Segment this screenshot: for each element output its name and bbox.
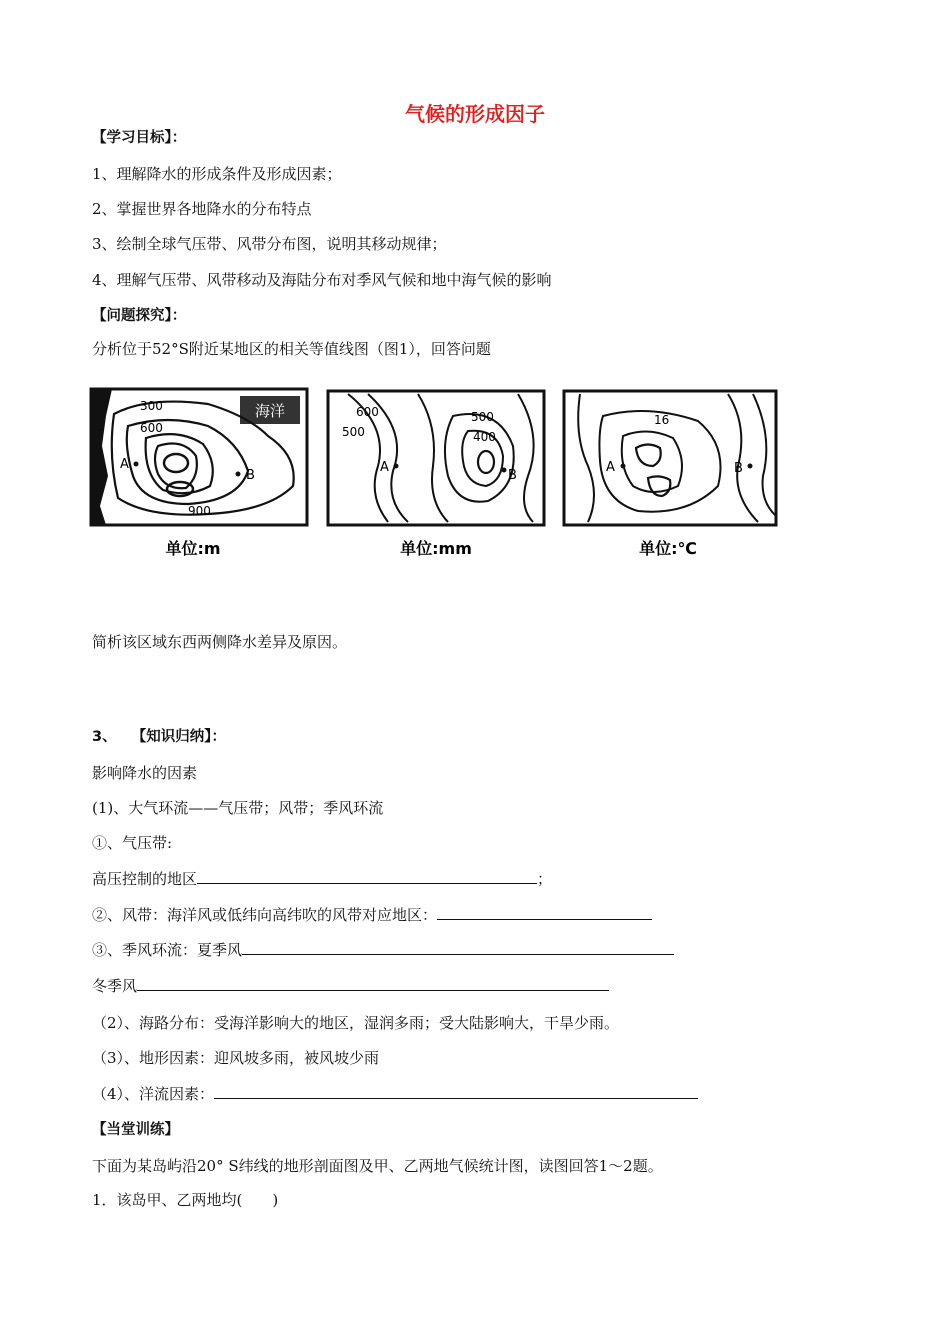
section-goals-heading: 【学习目标】：	[92, 130, 187, 146]
knowledge-item-4: （4）、洋流因素：	[92, 1084, 698, 1104]
question-text: 简析该区域东西两侧降水差异及原因。	[92, 633, 348, 651]
page-title: 气候的形成因子	[405, 102, 545, 126]
contour-label-900: 900	[188, 504, 211, 518]
knowledge-item-1a-line: 高压控制的地区 ；	[92, 870, 553, 888]
goal-item-4: 4、理解气压带、风带移动及海陆分布对季风气候和地中海气候的影响	[92, 271, 552, 289]
contour-label-600: 600	[356, 405, 379, 419]
point-b-label: B	[246, 468, 255, 483]
point-b-label: B	[734, 461, 743, 476]
practice-question-1: 1．该岛甲、乙两地均( )	[92, 1191, 279, 1209]
temperature-map	[564, 391, 776, 525]
point-a-label: A	[380, 460, 389, 475]
contour-label-300: 300	[140, 399, 163, 413]
contour-label-500: 500	[471, 410, 494, 424]
knowledge-item-1c: ③、季风环流：夏季风	[92, 940, 674, 960]
contour-label-500: 500	[342, 425, 365, 439]
explore-text: 分析位于52°S附近某地区的相关等值线图（图1），回答问题	[92, 340, 491, 358]
knowledge-item-1c-winter: 冬季风	[92, 976, 609, 996]
knowledge-item-1b: ②、风带：海洋风或低纬向高纬吹的风带对应地区：	[92, 905, 652, 925]
unit-label-elevation: 单位:m	[165, 539, 221, 558]
knowledge-item-2: （2）、海路分布：受海洋影响大的地区，湿润多雨；受大陆影响大，干旱少雨。	[92, 1014, 620, 1032]
contour-figure	[88, 386, 788, 576]
unit-label-precipitation: 单位:mm	[400, 539, 472, 558]
contour-label-16: 16	[654, 413, 670, 427]
answer-blank[interactable]	[437, 905, 652, 920]
answer-blank[interactable]	[214, 1084, 698, 1099]
answer-blank[interactable]	[137, 976, 609, 991]
knowledge-item-3: （3）、地形因素：迎风坡多雨，被风坡少雨	[92, 1049, 380, 1067]
sea-label: 海洋	[254, 402, 286, 420]
goal-item-1: 1、理解降水的形成条件及形成因素；	[92, 165, 342, 183]
knowledge-item-1a: ①、气压带:	[92, 834, 173, 852]
elevation-map	[91, 389, 307, 525]
answer-blank[interactable]	[197, 869, 537, 884]
practice-intro: 下面为某岛屿沿20° S纬线的地形剖面图及甲、乙两地气候统计图，读图回答1～2题。	[92, 1157, 663, 1175]
answer-blank[interactable]	[242, 940, 674, 955]
goal-item-3: 3、绘制全球气压带、风带分布图，说明其移动规律；	[92, 235, 447, 253]
knowledge-factors: 影响降水的因素	[92, 764, 198, 782]
goal-item-2: 2、掌握世界各地降水的分布特点	[92, 200, 312, 218]
section-knowledge-heading: 3、 【知识归纳】：	[92, 729, 226, 745]
contour-label-400: 400	[473, 430, 496, 444]
point-b-label: B	[508, 468, 517, 483]
knowledge-item-1: (1)、大气环流——气压带；风带；季风环流	[92, 799, 384, 817]
precipitation-map	[328, 391, 544, 525]
contour-label-600: 600	[140, 421, 163, 435]
section-explore-heading: 【问题探究】：	[92, 308, 187, 324]
point-a-label: A	[606, 460, 615, 475]
point-a-label: A	[120, 457, 129, 472]
unit-label-temperature: 单位:℃	[639, 539, 697, 558]
section-practice-heading: 【当堂训练】	[92, 1122, 179, 1138]
